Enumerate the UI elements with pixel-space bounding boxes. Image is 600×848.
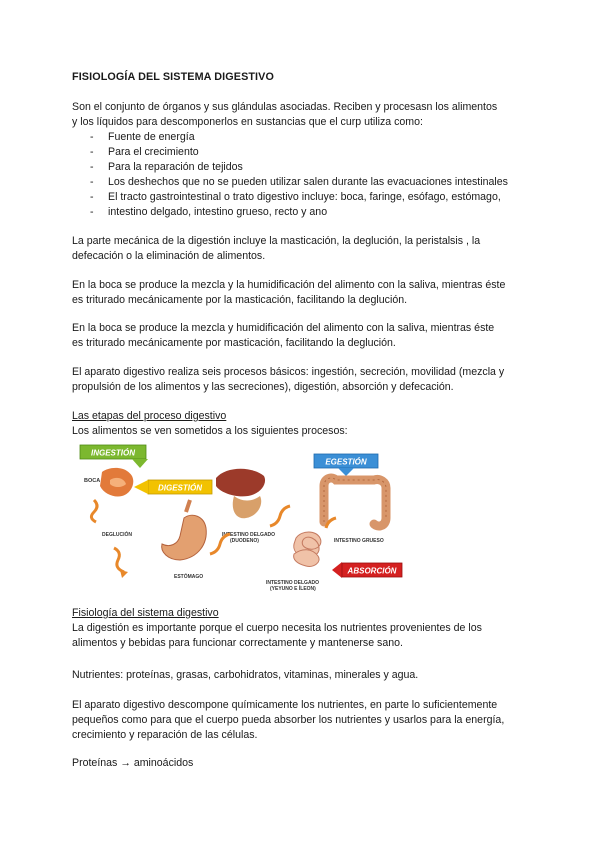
absorcion-tag <box>332 562 402 578</box>
list-item-continuation: - intestino delgado, intestino grueso, recto y ano <box>72 205 532 220</box>
paragraph-line: crecimiento y reparación de las células. <box>72 729 258 741</box>
mouth-illustration <box>84 468 133 522</box>
liver-illustration <box>216 469 275 544</box>
paragraph-line: es triturado mecánicamente por masticación, facilitando la deglución. <box>72 337 396 349</box>
list-item: - Los deshechos que no se pueden utilizar salen durante las evacuaciones intestinales <box>72 175 532 190</box>
page-title: FISIOLOGÍA DEL SISTEMA DIGESTIVO <box>72 71 274 83</box>
list-item: - Para la reparación de tejidos <box>72 160 532 175</box>
digestive-process-illustration <box>74 442 410 602</box>
yeyuno-label: (YEYUNO E ÍLEON) <box>270 586 316 592</box>
deglucion-label: DEGLUCIÓN <box>102 532 132 538</box>
uses-list <box>72 130 532 220</box>
large-intestine-illustration <box>324 478 386 544</box>
paragraph-line: El aparato digestivo descompone químicamente los nutrientes, en parte lo suficientemente <box>72 699 498 711</box>
deglucion-illustration <box>102 530 132 578</box>
paragraph-line: El aparato digestivo realiza seis procesos básicos: ingestión, secreción, movilidad (mezcla y <box>72 366 505 378</box>
svg-text:EGESTIÓN: EGESTIÓN <box>325 457 367 467</box>
egestion-tag <box>314 454 378 476</box>
intro-paragraph <box>72 100 532 130</box>
list-item: - El tracto gastrointestinal o trato digestivo incluye: boca, faringe, esófago, estómago, <box>72 190 532 205</box>
small-intestine-illustration <box>266 506 321 592</box>
paragraph-line: defecación o la eliminación de alimentos. <box>72 250 266 262</box>
stomach-illustration <box>162 500 230 580</box>
intro-line: Son el conjunto de órganos y sus glándulas asociadas. Reciben y procesasn los alimentos <box>72 101 498 113</box>
estomago-label: ESTÓMAGO <box>174 574 204 580</box>
digestive-process-figure <box>74 442 410 602</box>
paragraph-line: La digestión es importante porque el cuerpo necesita los nutrientes provenientes de los <box>72 622 482 634</box>
paragraph-line: En la boca se produce la mezcla y humidificación del alimento con la saliva, mientras éste <box>72 322 495 334</box>
intestino-delgado-2-label: INTESTINO DELGADO <box>266 580 320 586</box>
intestino-grueso-label: INTESTINO GRUESO <box>334 538 384 544</box>
physiology-heading: Fisiología del sistema digestivo <box>72 607 219 619</box>
stages-heading: Las etapas del proceso digestivo <box>72 410 227 422</box>
mouth-paragraph-1 <box>72 278 532 308</box>
paragraph-line: En la boca se produce la mezcla y la humidificación del alimento con la saliva, mientras éste <box>72 279 506 291</box>
svg-text:DIGESTIÓN: DIGESTIÓN <box>157 483 203 493</box>
svg-text:INGESTIÓN: INGESTIÓN <box>90 448 136 458</box>
intestino-delgado-1-label: INTESTINO DELGADO <box>222 532 276 538</box>
stages-text: Los alimentos se ven sometidos a los siguientes procesos: <box>72 425 348 437</box>
paragraph-line: pequeños como para que el cuerpo pueda absorber los nutrientes y usarlos para la energía, <box>72 714 505 726</box>
list-item: - Fuente de energía <box>72 130 532 145</box>
paragraph-line: La parte mecánica de la digestión incluye la masticación, la deglución, la peristalsis , la <box>72 235 481 247</box>
proteins-line: Proteínas → aminoácidos <box>72 757 194 769</box>
physiology-section <box>72 606 532 651</box>
paragraph-line: alimentos y bebidas para funcionar correctamente y mantenerse sano. <box>72 637 403 649</box>
list-item: - Para el crecimiento <box>72 145 532 160</box>
stages-section <box>72 409 532 439</box>
mouth-paragraph-2 <box>72 321 532 351</box>
svg-text:ABSORCIÓN: ABSORCIÓN <box>347 566 397 576</box>
breakdown-paragraph <box>72 698 532 743</box>
paragraph-line: es triturado mecánicamente por la masticación, facilitando la deglución. <box>72 294 408 306</box>
duodeno-label: (DUODENO) <box>230 538 259 544</box>
intro-line: y los líquidos para descomponerlos en sustancias que el curp utiliza como: <box>72 116 423 128</box>
nutrients-line: Nutrientes: proteínas, grasas, carbohidratos, vitaminas, minerales y agua. <box>72 669 419 681</box>
boca-label: BOCA <box>84 478 101 484</box>
mechanical-paragraph <box>72 234 532 264</box>
digestion-tag <box>134 480 212 494</box>
processes-paragraph <box>72 365 532 395</box>
ingestion-tag <box>80 445 148 468</box>
paragraph-line: propulsión de los alimentos y las secreciones), digestión, absorción y defecación. <box>72 381 454 393</box>
